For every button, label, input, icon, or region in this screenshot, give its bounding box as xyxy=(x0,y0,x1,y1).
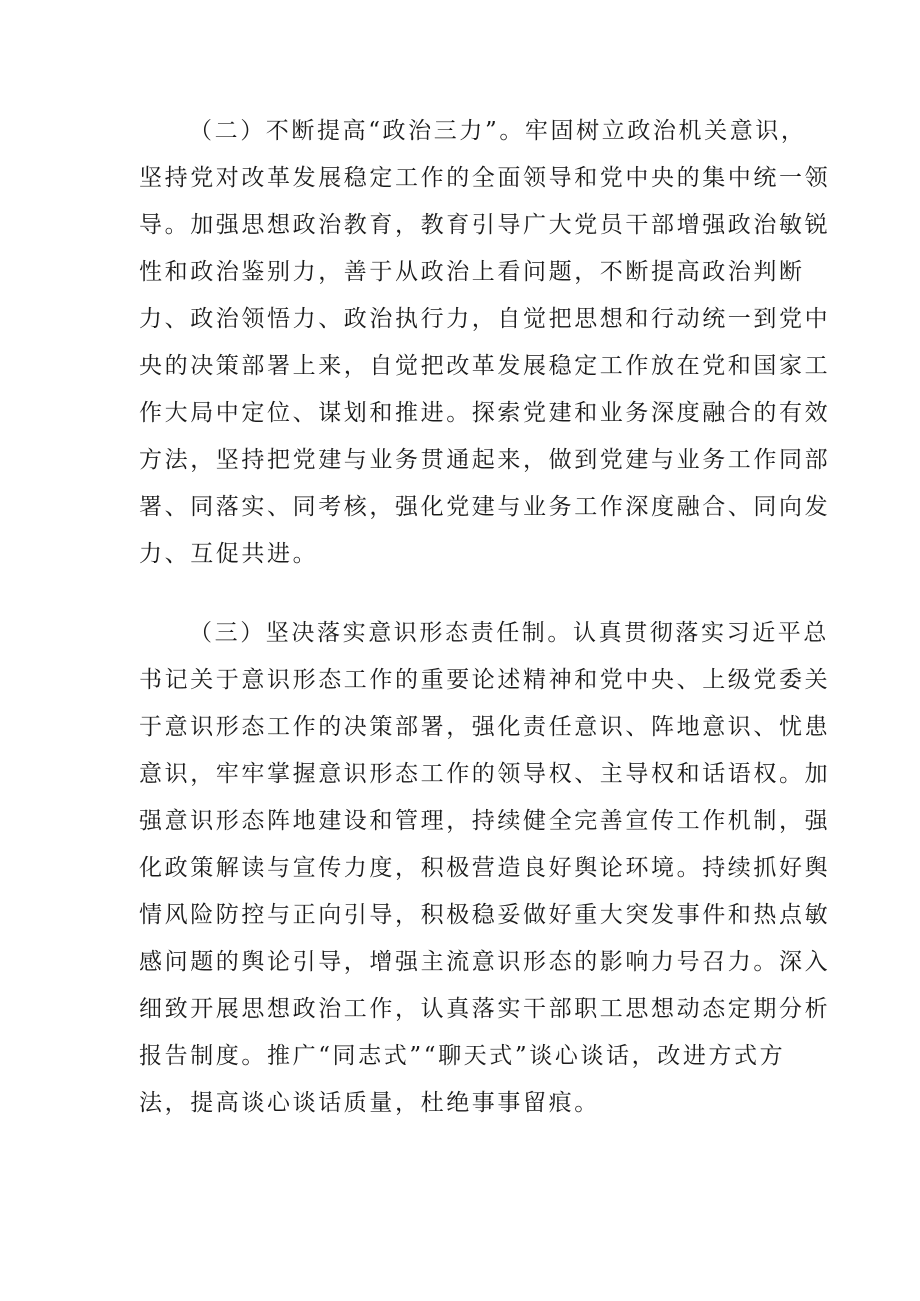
paragraph-line: 意识，牢牢掌握意识形态工作的领导权、主导权和话语权。加 xyxy=(139,761,831,787)
paragraph-line: 情风险防控与正向引导，积极稳妥做好重大突发事件和热点敏 xyxy=(139,902,831,928)
paragraph-line: 方法，坚持把党建与业务贯通起来，做到党建与业务工作同部 xyxy=(139,447,831,473)
paragraph-line: 力、互促共进。 xyxy=(139,541,319,567)
paragraph-line: 强意识形态阵地建设和管理，持续健全完善宣传工作机制，强 xyxy=(139,808,831,834)
paragraph-line: 性和政治鉴别力，善于从政治上看问题，不断提高政治判断 xyxy=(139,259,805,285)
paragraph-line: 细致开展思想政治工作，认真落实干部职工思想动态定期分析 xyxy=(139,996,831,1022)
paragraph-line: 央的决策部署上来，自觉把改革发展稳定工作放在党和国家工 xyxy=(139,353,831,379)
paragraph-line: 化政策解读与宣传力度，积极营造良好舆论环境。持续抓好舆 xyxy=(139,855,831,881)
paragraph-line: 署、同落实、同考核，强化党建与业务工作深度融合、同向发 xyxy=(139,494,831,520)
paragraph-line: 感问题的舆论引导，增强主流意识形态的影响力号召力。深入 xyxy=(139,949,831,975)
paragraph-line: 报告制度。推广“同志式”“聊天式”谈心谈话，改进方式方 xyxy=(139,1043,786,1069)
paragraph-line: 法，提高谈心谈话质量，杜绝事事留痕。 xyxy=(139,1090,600,1116)
paragraph-line: 坚持党对改革发展稳定工作的全面领导和党中央的集中统一领 xyxy=(139,165,831,191)
paragraph-line: 导。加强思想政治教育，教育引导广大党员干部增强政治敏锐 xyxy=(139,212,831,238)
paragraph-line: （二）不断提高“政治三力”。牢固树立政治机关意识， xyxy=(189,118,807,144)
paragraph-line: （三）坚决落实意识形态责任制。认真贯彻落实习近平总 xyxy=(189,620,829,646)
paragraph-line: 力、政治领悟力、政治执行力，自觉把思想和行动统一到党中 xyxy=(139,306,831,332)
paragraph-line: 作大局中定位、谋划和推进。探索党建和业务深度融合的有效 xyxy=(139,400,831,426)
paragraph-line: 于意识形态工作的决策部署，强化责任意识、阵地意识、忧患 xyxy=(139,714,831,740)
paragraph-line: 书记关于意识形态工作的重要论述精神和党中央、上级党委关 xyxy=(139,667,831,693)
